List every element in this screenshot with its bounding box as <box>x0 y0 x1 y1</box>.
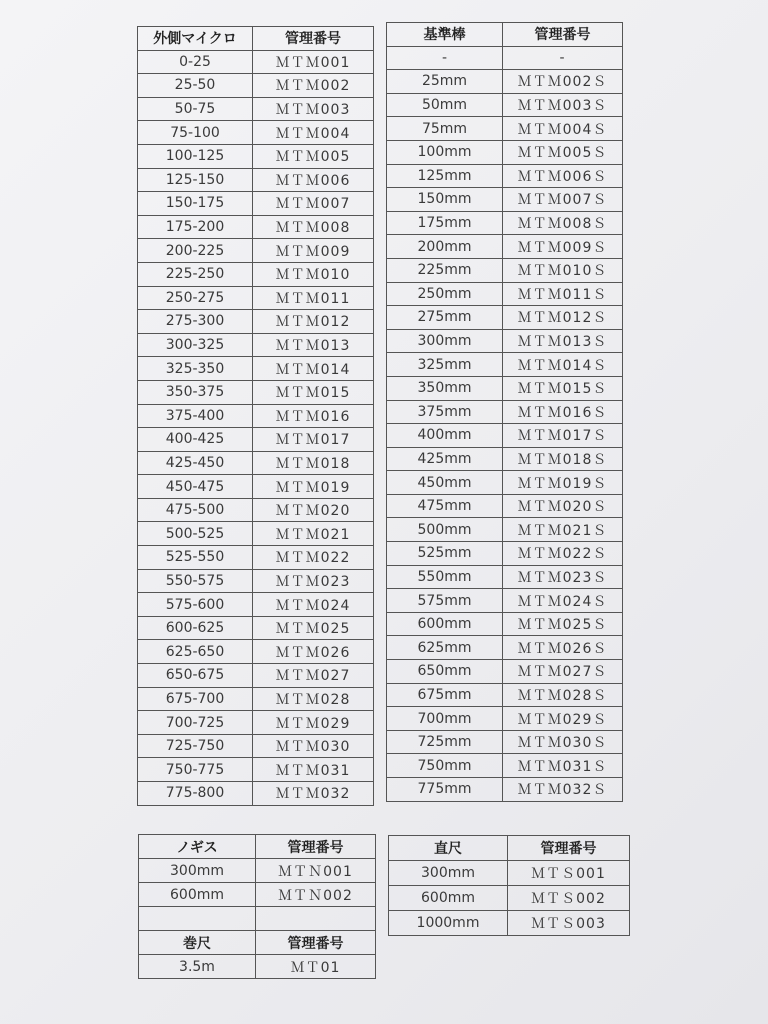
size-cell: 600mm <box>139 883 256 907</box>
standard-bar-rows <box>387 46 623 801</box>
table-row <box>138 664 374 688</box>
size-cell: 200mm <box>387 235 503 259</box>
table-row <box>387 730 623 754</box>
control-number-cell: ＭＴＭ007Ｓ <box>503 188 623 212</box>
control-number-cell: ＭＴＭ015 <box>253 380 374 404</box>
table-row <box>138 192 374 216</box>
table-row <box>138 215 374 239</box>
size-cell: 125-150 <box>138 168 253 192</box>
table-row <box>387 329 623 353</box>
size-cell: 625-650 <box>138 640 253 664</box>
size-cell: - <box>387 46 503 70</box>
caliper-tape-table <box>138 834 376 979</box>
size-cell: 100-125 <box>138 144 253 168</box>
table-row <box>138 97 374 121</box>
column-header: 直尺 <box>389 836 508 861</box>
control-number-cell: ＭＴＭ009 <box>253 239 374 263</box>
control-number-cell: ＭＴＭ012Ｓ <box>503 306 623 330</box>
size-cell: 300mm <box>139 859 256 883</box>
control-number-cell: ＭＴＭ018Ｓ <box>503 447 623 471</box>
control-number-cell: ＭＴＭ017 <box>253 428 374 452</box>
table-row <box>138 522 374 546</box>
ruler-table <box>388 835 630 936</box>
table-row <box>387 565 623 589</box>
table-row <box>387 93 623 117</box>
column-header: 管理番号 <box>253 27 374 51</box>
table-row <box>138 616 374 640</box>
table-row <box>139 955 376 979</box>
tape-section <box>139 931 376 955</box>
size-cell: 650-675 <box>138 664 253 688</box>
column-header: 管理番号 <box>503 23 623 47</box>
control-number-cell: ＭＴＭ014 <box>253 357 374 381</box>
size-cell: 350-375 <box>138 380 253 404</box>
size-cell: 75-100 <box>138 121 253 145</box>
control-number-cell: ＭＴＭ031 <box>253 758 374 782</box>
size-cell: 525-550 <box>138 546 253 570</box>
table-row <box>387 117 623 141</box>
control-number-cell: ＭＴＭ029Ｓ <box>503 707 623 731</box>
size-cell: 750-775 <box>138 758 253 782</box>
table-row <box>387 660 623 684</box>
size-cell: 250mm <box>387 282 503 306</box>
control-number-cell: ＭＴＭ002Ｓ <box>503 70 623 94</box>
table-row <box>387 778 623 802</box>
control-number-cell: ＭＴＭ028 <box>253 687 374 711</box>
size-cell: 100mm <box>387 140 503 164</box>
table-header-row <box>389 836 630 861</box>
table-row <box>139 907 376 931</box>
ruler-rows <box>389 861 630 936</box>
size-cell: 775mm <box>387 778 503 802</box>
size-cell: 400-425 <box>138 428 253 452</box>
table-row <box>138 50 374 74</box>
table-header-row <box>138 27 374 51</box>
control-number-cell: ＭＴＭ002 <box>253 74 374 98</box>
table-row <box>387 400 623 424</box>
control-number-cell: ＭＴＭ007 <box>253 192 374 216</box>
table-row <box>138 546 374 570</box>
control-number-cell: ＭＴＭ022Ｓ <box>503 542 623 566</box>
size-cell: 225mm <box>387 258 503 282</box>
size-cell: 575-600 <box>138 593 253 617</box>
control-number-cell: ＭＴＭ025 <box>253 616 374 640</box>
table-row <box>389 886 630 911</box>
size-cell: 675-700 <box>138 687 253 711</box>
table-row <box>138 428 374 452</box>
table-row <box>138 380 374 404</box>
control-number-cell: ＭＴＭ014Ｓ <box>503 353 623 377</box>
size-cell: 150-175 <box>138 192 253 216</box>
size-cell: 650mm <box>387 660 503 684</box>
control-number-cell: ＭＴＭ025Ｓ <box>503 612 623 636</box>
table-row <box>138 168 374 192</box>
size-cell: 75mm <box>387 117 503 141</box>
table-row <box>387 140 623 164</box>
tape-rows <box>139 955 376 979</box>
control-number-cell: ＭＴＭ024Ｓ <box>503 589 623 613</box>
size-cell: 375-400 <box>138 404 253 428</box>
control-number-cell: ＭＴＭ004Ｓ <box>503 117 623 141</box>
table-row <box>138 734 374 758</box>
size-cell: 600mm <box>389 886 508 911</box>
control-number-cell: ＭＴＭ016Ｓ <box>503 400 623 424</box>
table-row <box>387 589 623 613</box>
standard-bar-table <box>386 22 623 802</box>
control-number-cell: ＭＴＭ008 <box>253 215 374 239</box>
size-cell: 550mm <box>387 565 503 589</box>
control-number-cell: ＭＴＳ002 <box>508 886 630 911</box>
micrometer-rows <box>138 50 374 805</box>
table-row <box>387 376 623 400</box>
table-row <box>138 239 374 263</box>
control-number-cell: ＭＴＭ013Ｓ <box>503 329 623 353</box>
size-cell: 300-325 <box>138 333 253 357</box>
control-number-cell: ＭＴＭ027 <box>253 664 374 688</box>
size-cell: 3.5m <box>139 955 256 979</box>
control-number-cell: ＭＴＭ026Ｓ <box>503 636 623 660</box>
control-number-cell: ＭＴＭ008Ｓ <box>503 211 623 235</box>
size-cell: 700mm <box>387 707 503 731</box>
size-cell: 400mm <box>387 424 503 448</box>
table-row <box>387 636 623 660</box>
size-cell: 175-200 <box>138 215 253 239</box>
size-cell: 275mm <box>387 306 503 330</box>
size-cell: 200-225 <box>138 239 253 263</box>
table-row <box>387 542 623 566</box>
table-row <box>387 211 623 235</box>
control-number-cell: ＭＴＭ006Ｓ <box>503 164 623 188</box>
size-cell: 450mm <box>387 471 503 495</box>
column-header: 外側マイクロ <box>138 27 253 51</box>
size-cell: 175mm <box>387 211 503 235</box>
column-header: 巻尺 <box>139 931 256 955</box>
size-cell: 250-275 <box>138 286 253 310</box>
table-row <box>139 859 376 883</box>
table-row <box>387 612 623 636</box>
size-cell: 725-750 <box>138 734 253 758</box>
control-number-cell: ＭＴＭ023Ｓ <box>503 565 623 589</box>
table-row <box>387 471 623 495</box>
table-row <box>387 282 623 306</box>
table-row <box>138 640 374 664</box>
control-number-cell: ＭＴＭ031Ｓ <box>503 754 623 778</box>
table-row <box>138 144 374 168</box>
table-row <box>138 310 374 334</box>
control-number-cell: - <box>503 46 623 70</box>
control-number-cell: ＭＴＭ010 <box>253 262 374 286</box>
control-number-cell: ＭＴＭ020 <box>253 498 374 522</box>
size-cell: 675mm <box>387 683 503 707</box>
control-number-cell: ＭＴＭ030 <box>253 734 374 758</box>
control-number-cell: ＭＴＮ002 <box>256 883 376 907</box>
table-header-row <box>139 835 376 859</box>
size-cell: 50-75 <box>138 97 253 121</box>
column-header: 基準棒 <box>387 23 503 47</box>
size-cell: 125mm <box>387 164 503 188</box>
table-row <box>138 286 374 310</box>
control-number-cell: ＭＴＭ018 <box>253 451 374 475</box>
size-cell: 775-800 <box>138 782 253 806</box>
control-number-cell: ＭＴＭ010Ｓ <box>503 258 623 282</box>
control-number-cell: ＭＴＭ005 <box>253 144 374 168</box>
size-cell: 500mm <box>387 518 503 542</box>
control-number-cell: ＭＴＭ023 <box>253 569 374 593</box>
control-number-cell: ＭＴＭ005Ｓ <box>503 140 623 164</box>
control-number-cell: ＭＴＳ001 <box>508 861 630 886</box>
size-cell: 475mm <box>387 494 503 518</box>
size-cell: 475-500 <box>138 498 253 522</box>
control-number-cell: ＭＴＭ006 <box>253 168 374 192</box>
size-cell: 425-450 <box>138 451 253 475</box>
control-number-cell: ＭＴＭ013 <box>253 333 374 357</box>
size-cell: 725mm <box>387 730 503 754</box>
size-cell: 300mm <box>389 861 508 886</box>
control-number-cell: ＭＴＭ030Ｓ <box>503 730 623 754</box>
table-row <box>138 498 374 522</box>
table-row <box>138 333 374 357</box>
table-header-row <box>387 23 623 47</box>
table-row <box>138 711 374 735</box>
size-cell: 300mm <box>387 329 503 353</box>
table-row <box>387 707 623 731</box>
table-row <box>387 353 623 377</box>
column-header: 管理番号 <box>256 931 376 955</box>
size-cell: 325-350 <box>138 357 253 381</box>
control-number-cell: ＭＴＭ011Ｓ <box>503 282 623 306</box>
control-number-cell: ＭＴＭ011 <box>253 286 374 310</box>
table-row <box>138 357 374 381</box>
table-header-row <box>139 931 376 955</box>
column-header: 管理番号 <box>256 835 376 859</box>
size-cell: 375mm <box>387 400 503 424</box>
table-row <box>387 164 623 188</box>
table-row <box>387 235 623 259</box>
size-cell: 50mm <box>387 93 503 117</box>
table-row <box>387 46 623 70</box>
table-row <box>138 121 374 145</box>
size-cell: 325mm <box>387 353 503 377</box>
table-row <box>387 518 623 542</box>
control-number-cell: ＭＴＭ001 <box>253 50 374 74</box>
control-number-cell: ＭＴＭ027Ｓ <box>503 660 623 684</box>
control-number-cell: ＭＴＭ012 <box>253 310 374 334</box>
size-cell: 525mm <box>387 542 503 566</box>
control-number-cell: ＭＴＭ026 <box>253 640 374 664</box>
table-row <box>138 569 374 593</box>
control-number-cell: ＭＴＭ004 <box>253 121 374 145</box>
table-row <box>139 883 376 907</box>
control-number-cell: ＭＴＭ020Ｓ <box>503 494 623 518</box>
control-number-cell: ＭＴＭ009Ｓ <box>503 235 623 259</box>
size-cell: 150mm <box>387 188 503 212</box>
size-cell: 425mm <box>387 447 503 471</box>
size-cell: 500-525 <box>138 522 253 546</box>
size-cell: 25mm <box>387 70 503 94</box>
control-number-cell: ＭＴＭ015Ｓ <box>503 376 623 400</box>
size-cell: 1000mm <box>389 911 508 936</box>
control-number-cell: ＭＴＮ001 <box>256 859 376 883</box>
control-number-cell: ＭＴＭ003 <box>253 97 374 121</box>
control-number-cell: ＭＴＭ003Ｓ <box>503 93 623 117</box>
control-number-cell: ＭＴＭ019Ｓ <box>503 471 623 495</box>
table-row <box>138 74 374 98</box>
table-row <box>387 306 623 330</box>
table-row <box>138 593 374 617</box>
table-row <box>387 683 623 707</box>
table-row <box>138 782 374 806</box>
size-cell: 625mm <box>387 636 503 660</box>
column-header: ノギス <box>139 835 256 859</box>
size-cell: 350mm <box>387 376 503 400</box>
size-cell: 0-25 <box>138 50 253 74</box>
size-cell <box>139 907 256 931</box>
table-row <box>389 911 630 936</box>
control-number-cell: ＭＴＭ021Ｓ <box>503 518 623 542</box>
table-row <box>138 404 374 428</box>
table-row <box>387 70 623 94</box>
control-number-cell: ＭＴＭ032 <box>253 782 374 806</box>
size-cell: 550-575 <box>138 569 253 593</box>
table-row <box>387 494 623 518</box>
control-number-cell: ＭＴＭ017Ｓ <box>503 424 623 448</box>
control-number-cell: ＭＴＳ003 <box>508 911 630 936</box>
table-row <box>387 188 623 212</box>
table-row <box>387 754 623 778</box>
control-number-cell: ＭＴＭ022 <box>253 546 374 570</box>
size-cell: 225-250 <box>138 262 253 286</box>
control-number-cell: ＭＴＭ024 <box>253 593 374 617</box>
table-row <box>138 687 374 711</box>
micrometer-table <box>137 26 374 806</box>
control-number-cell: ＭＴＭ032Ｓ <box>503 778 623 802</box>
size-cell: 25-50 <box>138 74 253 98</box>
control-number-cell: ＭＴＭ021 <box>253 522 374 546</box>
control-number-cell: ＭＴＭ028Ｓ <box>503 683 623 707</box>
table-row <box>387 424 623 448</box>
size-cell: 600-625 <box>138 616 253 640</box>
table-row <box>138 451 374 475</box>
table-row <box>138 262 374 286</box>
control-number-cell <box>256 907 376 931</box>
control-number-cell: ＭＴＭ019 <box>253 475 374 499</box>
table-row <box>138 475 374 499</box>
control-number-cell: ＭＴＭ029 <box>253 711 374 735</box>
column-header: 管理番号 <box>508 836 630 861</box>
control-number-cell: ＭＴＭ016 <box>253 404 374 428</box>
table-row <box>387 447 623 471</box>
caliper-rows <box>139 859 376 931</box>
size-cell: 275-300 <box>138 310 253 334</box>
table-row <box>389 861 630 886</box>
size-cell: 450-475 <box>138 475 253 499</box>
table-row <box>138 758 374 782</box>
control-number-cell: ＭＴ01 <box>256 955 376 979</box>
size-cell: 600mm <box>387 612 503 636</box>
table-row <box>387 258 623 282</box>
size-cell: 575mm <box>387 589 503 613</box>
size-cell: 700-725 <box>138 711 253 735</box>
size-cell: 750mm <box>387 754 503 778</box>
